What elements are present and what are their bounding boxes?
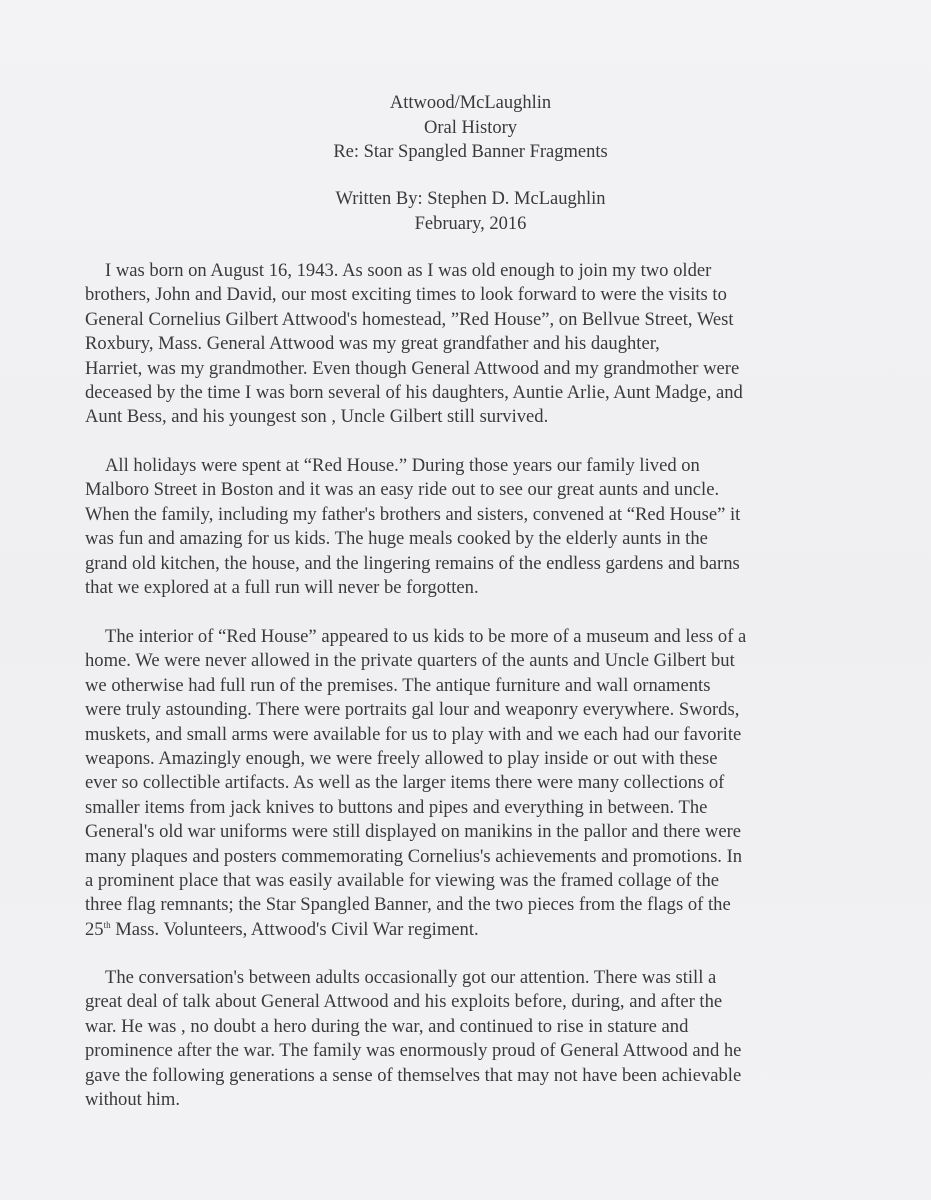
paragraph-4	[85, 966, 845, 1112]
byline-author: Written By: Stephen D. McLaughlin	[335, 189, 606, 209]
text-line: General's old war uniforms were still displayed on manikins in the pallor and there were	[85, 821, 742, 843]
document-header	[0, 91, 931, 165]
text-line: without him.	[85, 1089, 181, 1111]
header-subject: Re: Star Spangled Banner Fragments	[333, 142, 608, 162]
text-line: we otherwise had full run of the premises. The antique furniture and wall ornaments	[85, 674, 711, 696]
regiment-number: 25	[85, 918, 104, 940]
text-line: All holidays were spent at “Red House.” During those years our family lived on	[105, 455, 700, 476]
text-line: I was born on August 16, 1943. As soon as I was old enough to join my two older	[105, 260, 712, 281]
text-line: three flag remnants; the Star Spangled Banner, and the two pieces from the flags of the	[85, 894, 731, 916]
text-line: home. We were never allowed in the private quarters of the aunts and Uncle Gilbert but	[85, 650, 735, 672]
header-names: Attwood/McLaughlin	[389, 93, 552, 113]
text-line: gave the following generations a sense of themselves that may not have been achievable	[85, 1064, 742, 1086]
paragraph-3	[85, 625, 845, 942]
text-line: smaller items from jack knives to buttons and pipes and everything in between. The	[85, 796, 708, 818]
ordinal-suffix: th	[103, 919, 111, 930]
text-line: brothers, John and David, our most exciting times to look forward to were the visits to	[85, 284, 727, 306]
text-line: a prominent place that was easily available for viewing was the framed collage of the	[85, 870, 720, 892]
text-line: that we explored at a full run will never be forgotten.	[85, 577, 479, 599]
paragraph-2	[85, 454, 845, 600]
paragraph-1	[85, 259, 845, 430]
text-line: were truly astounding. There were portraits gal lour and weaponry everywhere. Swords,	[85, 699, 740, 721]
header-type: Oral History	[424, 117, 517, 138]
text-line: When the family, including my father's brothers and sisters, convened at “Red House” it	[85, 503, 741, 525]
text-line: ever so collectible artifacts. As well as the larger items there were many collections of	[85, 772, 725, 794]
text-line: The conversation's between adults occasionally got our attention. There was still a	[105, 967, 717, 988]
text-line: was fun and amazing for us kids. The huge meals cooked by the elderly aunts in the	[85, 528, 708, 550]
text-line: Aunt Bess, and his youngest son , Uncle Gilbert still survived.	[85, 406, 549, 428]
text-line: great deal of talk about General Attwood and his exploits before, during, and after the	[85, 991, 723, 1013]
text-line: muskets, and small arms were available for us to play with and we each had our favorite	[85, 723, 742, 745]
text-line: Roxbury, Mass. General Attwood was my great grandfather and his daughter,	[85, 333, 660, 355]
text-line: The interior of “Red House” appeared to us kids to be more of a museum and less of a	[105, 626, 747, 647]
text-line: deceased by the time I was born several of his daughters, Auntie Arlie, Aunt Madge, and	[85, 382, 743, 404]
text-line-last	[85, 918, 845, 942]
byline-date: February, 2016	[414, 213, 527, 234]
text-line: Malboro Street in Boston and it was an easy ride out to see our great aunts and uncle.	[85, 479, 720, 501]
text-line: General Cornelius Gilbert Attwood's homestead, ”Red House”, on Bellvue Street, West	[85, 308, 734, 330]
text-line: many plaques and posters commemorating Cornelius's achievements and promotions. In	[85, 845, 743, 867]
document-byline	[0, 187, 931, 236]
text-line: prominence after the war. The family was enormously proud of General Attwood and he	[85, 1040, 742, 1062]
text-line: war. He was , no doubt a hero during the war, and continued to rise in stature and	[85, 1015, 689, 1037]
text-line: grand old kitchen, the house, and the lingering remains of the endless gardens and barns	[85, 552, 740, 574]
text-line: Harriet, was my grandmother. Even though General Attwood and my grandmother were	[85, 357, 740, 379]
text-line: weapons. Amazingly enough, we were freely allowed to play inside or out with these	[85, 748, 718, 770]
regiment-text: Mass. Volunteers, Attwood's Civil War regiment.	[110, 918, 479, 940]
